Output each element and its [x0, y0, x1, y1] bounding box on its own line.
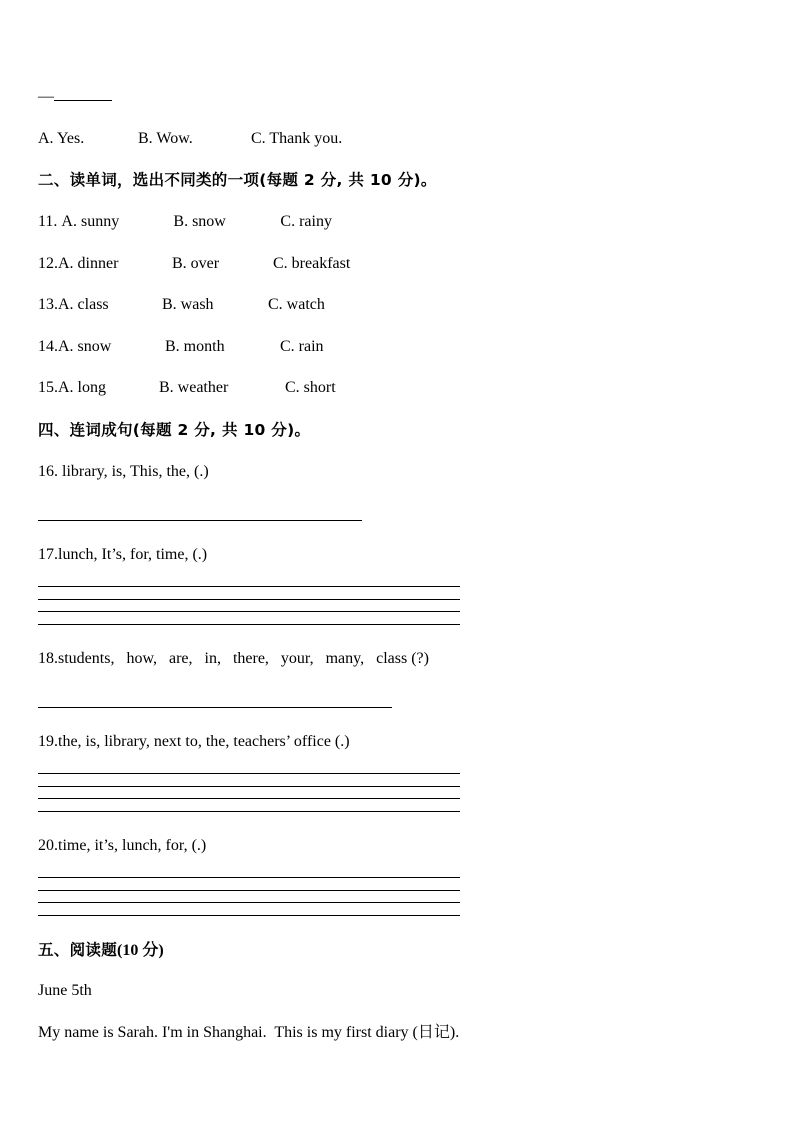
section5-title — [38, 940, 164, 961]
section5-title-points: (10 分) — [117, 942, 164, 959]
q11-number: 11 — [38, 213, 54, 230]
q10-answer-blank[interactable] — [54, 86, 112, 101]
question-11 — [38, 212, 332, 232]
q20-writing-line-2[interactable] — [38, 890, 460, 891]
q14-option-b: B. month — [165, 338, 225, 355]
q15-option-c: C. short — [285, 379, 336, 396]
question-13 — [38, 295, 325, 315]
q13-option-b: B. wash — [162, 296, 214, 313]
question-17 — [38, 545, 207, 565]
q14-number: 14 — [38, 338, 54, 355]
q16-words: . library, is, This, the, (.) — [54, 463, 209, 480]
q19-writing-line-1[interactable] — [38, 773, 460, 774]
q16-answer-line[interactable] — [38, 520, 362, 521]
q14-option-c: C. rain — [280, 338, 324, 355]
question-18 — [38, 649, 429, 669]
q19-writing-line-4[interactable] — [38, 811, 460, 812]
q12-number: 12 — [38, 255, 54, 272]
q15-number: 15 — [38, 379, 54, 396]
question-12 — [38, 254, 350, 274]
section2-title: 二、读单词，选出不同类的一项(每题 2 分, 共 10 分)。 — [38, 171, 437, 189]
q11-option-b: B. snow — [173, 213, 226, 230]
q17-writing-line-2[interactable] — [38, 599, 460, 600]
q12-option-b: B. over — [172, 255, 220, 272]
q14-separator: . — [54, 338, 58, 355]
q20-writing-line-4[interactable] — [38, 915, 460, 916]
q15-option-a: A. long — [58, 379, 106, 396]
q13-number: 13 — [38, 296, 54, 313]
q20-words: .time, it’s, lunch, for, (.) — [54, 837, 207, 854]
q17-number: 17 — [38, 546, 54, 563]
q15-option-b: B. weather — [159, 379, 229, 396]
q20-writing-line-3[interactable] — [38, 902, 460, 903]
q10-answer-line — [38, 86, 112, 107]
q13-option-a: A. class — [58, 296, 109, 313]
q17-writing-line-1[interactable] — [38, 586, 460, 587]
q17-writing-line-4[interactable] — [38, 624, 460, 625]
diary-date: June 5th — [38, 982, 92, 999]
q19-writing-line-2[interactable] — [38, 786, 460, 787]
q18-words: .students, how, are, in, there, your, many, class (?) — [54, 650, 429, 667]
q19-writing-line-3[interactable] — [38, 798, 460, 799]
q12-option-a: A. dinner — [58, 255, 119, 272]
q11-option-a: A. sunny — [61, 213, 120, 230]
q17-writing-line-3[interactable] — [38, 611, 460, 612]
question-15 — [38, 378, 336, 398]
q20-writing-line-1[interactable] — [38, 877, 460, 878]
q17-words: .lunch, It’s, for, time, (.) — [54, 546, 208, 563]
q10-option-a: A. Yes. — [38, 130, 85, 147]
question-14 — [38, 337, 324, 357]
q11-separator: . — [53, 213, 62, 230]
q14-option-a: A. snow — [58, 338, 112, 355]
q11-option-c: C. rainy — [280, 213, 332, 230]
q10-dash: — — [38, 88, 54, 105]
diary-paragraph-1: My name is Sarah. I'm in Shanghai. This is my first diary (日记). — [38, 1024, 460, 1041]
q12-option-c: C. breakfast — [273, 255, 351, 272]
q18-answer-line[interactable] — [38, 707, 392, 708]
q10-options — [38, 129, 342, 149]
q15-separator: . — [54, 379, 58, 396]
section4-title: 四、连词成句(每题 2 分, 共 10 分)。 — [38, 421, 311, 439]
q12-separator: . — [54, 255, 58, 272]
q18-number: 18 — [38, 650, 54, 667]
q16-number: 16 — [38, 463, 54, 480]
q10-option-b: B. Wow. — [138, 130, 193, 147]
question-20 — [38, 836, 206, 856]
question-19 — [38, 732, 350, 752]
q10-option-c: C. Thank you. — [251, 130, 343, 147]
question-16 — [38, 462, 209, 482]
q19-number: 19 — [38, 733, 54, 750]
q19-words: .the, is, library, next to, the, teachers’ office (.) — [54, 733, 350, 750]
q13-option-c: C. watch — [268, 296, 325, 313]
q20-number: 20 — [38, 837, 54, 854]
q13-separator: . — [54, 296, 58, 313]
section5-title-text: 五、阅读题 — [38, 941, 118, 959]
